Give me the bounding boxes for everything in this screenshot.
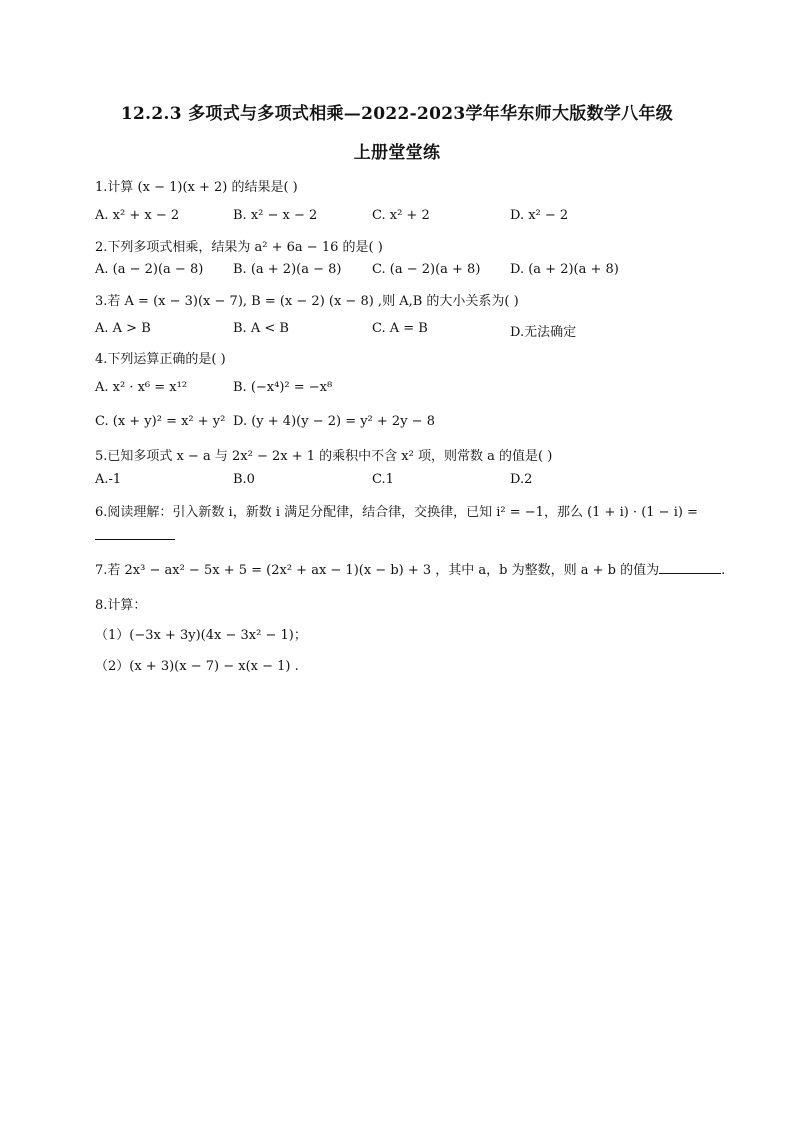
question-3-option-a: A. A > B — [95, 321, 151, 336]
question-3-stem: 3.若 A = (x − 3)(x − 7), B = (x − 2) (x − 8) ,则 A,B 的大小关系为( ) — [95, 294, 519, 309]
title-line-1: 12.2.3 多项式与多项式相乘—2022-2023学年华东师大版数学八年级 — [120, 104, 674, 124]
question-1-option-b: B. x² − x − 2 — [233, 208, 318, 223]
question-7-stem: 7.若 2x³ − ax² − 5x + 5 = (2x² + ax − 1)(x − b) + 3 ，其中 a，b 为整数，则 a + b 的值为 — [95, 563, 660, 578]
question-2-stem: 2.下列多项式相乘，结果为 a² + 6a − 16 的是( ) — [95, 240, 383, 255]
question-2-option-a: A. (a − 2)(a − 8) — [95, 262, 204, 277]
question-8-stem: 8.计算： — [95, 598, 147, 613]
question-3-option-b: B. A < B — [233, 321, 289, 336]
question-4-option-b: B. (−x⁴)² = −x⁸ — [233, 380, 333, 395]
question-3-option-c: C. A = B — [372, 321, 428, 336]
title-line-2: 上册堂堂练 — [353, 143, 441, 163]
question-5-option-c: C.1 — [372, 472, 394, 487]
question-2-option-b: B. (a + 2)(a − 8) — [233, 262, 342, 277]
question-2-option-d: D. (a + 2)(a + 8) — [510, 262, 619, 277]
question-1-option-a: A. x² + x − 2 — [95, 208, 180, 223]
question-1-option-d: D. x² − 2 — [510, 208, 569, 223]
question-4-option-d: D. (y + 4)(y − 2) = y² + 2y − 8 — [233, 414, 435, 429]
question-5-stem: 5.已知多项式 x − a 与 2x² − 2x + 1 的乘积中不含 x² 项，则常数 a 的值是( ) — [95, 449, 553, 464]
question-7-tail: . — [721, 563, 726, 578]
question-5-option-d: D.2 — [510, 472, 533, 487]
question-5-option-a: A.-1 — [95, 472, 122, 487]
question-4-option-c: C. (x + y)² = x² + y² — [95, 414, 226, 429]
question-4-stem: 4.下列运算正确的是( ) — [95, 352, 226, 367]
question-3-option-d: D.无法确定 — [510, 325, 577, 340]
question-8-part-1: （1）(−3x + 3y)(4x − 3x² − 1)； — [95, 628, 307, 643]
question-6-stem: 6.阅读理解：引入新数 i，新数 i 满足分配律，结合律，交换律，已知 i² = −1，那么 (1 + i) · (1 − i) = — [95, 505, 698, 520]
question-4-option-a: A. x² · x⁶ = x¹² — [95, 380, 188, 395]
question-1-option-c: C. x² + 2 — [372, 208, 430, 223]
question-6-answer-blank[interactable] — [95, 526, 175, 540]
question-2-option-c: C. (a − 2)(a + 8) — [372, 262, 481, 277]
question-1-stem: 1.计算 (x − 1)(x + 2) 的结果是( ) — [95, 180, 298, 195]
question-5-option-b: B.0 — [233, 472, 255, 487]
question-8-part-2: （2）(x + 3)(x − 7) − x(x − 1) . — [95, 659, 299, 674]
question-7-line — [95, 559, 725, 578]
question-7-answer-blank[interactable] — [659, 561, 721, 574]
